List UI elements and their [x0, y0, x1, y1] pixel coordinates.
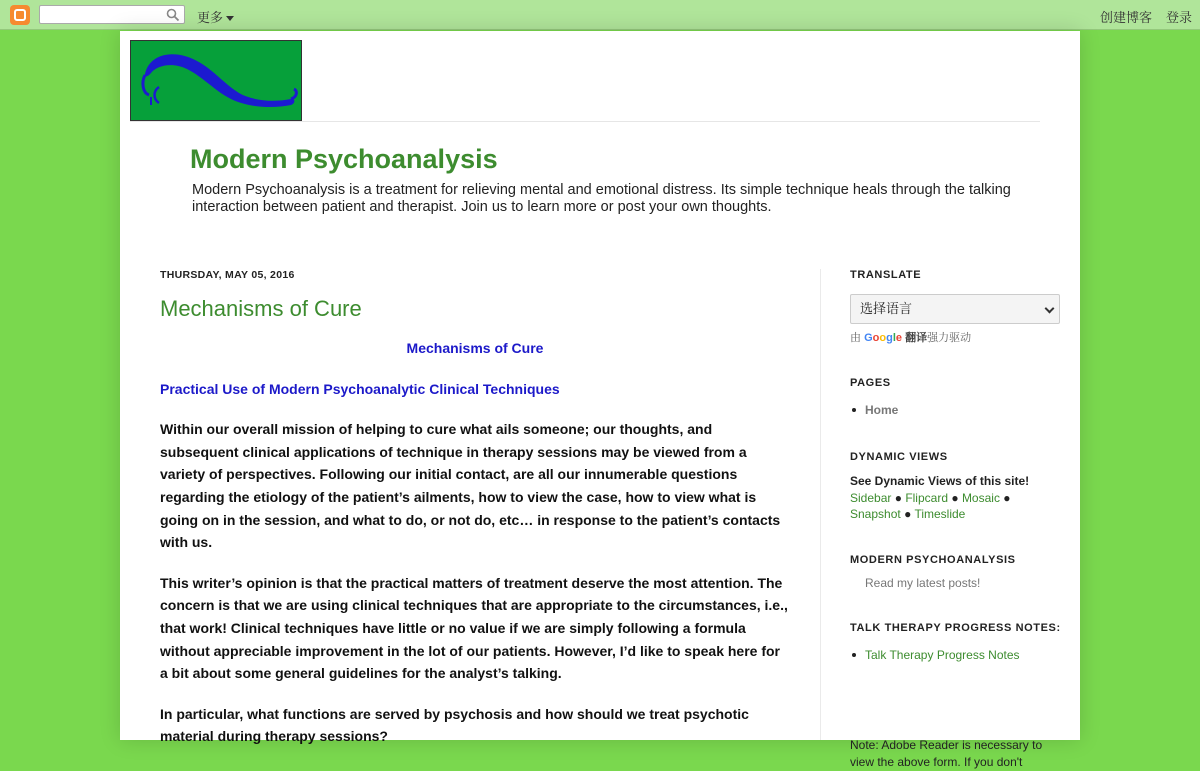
navbar-search-input[interactable]: [39, 5, 185, 24]
google-logo-icon[interactable]: Google: [864, 332, 903, 344]
header-divider: [130, 121, 1040, 122]
talk-therapy-notes-link[interactable]: Talk Therapy Progress Notes: [865, 648, 1020, 662]
dynamic-views-heading: See Dynamic Views of this site!: [850, 474, 1030, 488]
content-panel: [120, 31, 1080, 769]
post-date: THURSDAY, MAY 05, 2016: [160, 269, 295, 281]
post-paragraph: This writer’s opinion is that the practical matters of treatment deserve the most attention. The concern is that we are using clinical techniques that are appropriate to the circumstances, i.e., that work! Clinical techniques have little or no value if we are simply following a formula without appreciable improvement in the lot of our patients. However, I’d like to speak here for a bit about some general guidelines for the analyst’s talking.: [160, 574, 788, 682]
language-select[interactable]: [850, 294, 1060, 324]
translate-title: TRANSLATE: [850, 269, 922, 281]
translate-widget: [850, 269, 1062, 345]
mosaic-view-link[interactable]: Mosaic: [961, 491, 1000, 505]
list-item: [850, 402, 1062, 418]
post-title[interactable]: Mechanisms of Cure: [160, 296, 362, 321]
powered-by-google: 由 Google 翻译强力驱动: [850, 332, 972, 344]
modern-psychoanalysis-title: MODERN PSYCHOANALYSIS: [850, 554, 1016, 566]
login-link[interactable]: 登录: [1166, 10, 1193, 25]
modern-psychoanalysis-widget: [850, 554, 1062, 590]
flipcard-view-link[interactable]: Flipcard: [905, 491, 948, 505]
dynamic-views-widget: [850, 451, 1062, 522]
pages-widget: [850, 377, 1062, 418]
blogger-logo-icon[interactable]: [10, 5, 30, 25]
chevron-down-icon: [1045, 304, 1055, 314]
dynamic-views-links: Sidebar ● Flipcard ● Mosaic ● Snapshot ● Timeslide: [850, 491, 1011, 521]
snapshot-view-link[interactable]: Snapshot: [850, 507, 901, 521]
column-divider: [820, 269, 821, 740]
language-select-value: 选择语言: [860, 301, 913, 316]
post-paragraph: In particular, what functions are served by psychosis and how should we treat psychotic material during therapy sessions?: [160, 705, 749, 745]
create-blog-link[interactable]: 创建博客: [1100, 10, 1153, 25]
sidebar-view-link[interactable]: Sidebar: [850, 491, 892, 505]
adobe-note-widget: [850, 737, 1062, 771]
post-body-title: Mechanisms of Cure: [406, 340, 544, 356]
post-subtitle: Practical Use of Modern Psychoanalytic Clinical Techniques: [160, 380, 560, 397]
header-logo-image[interactable]: [130, 40, 302, 121]
blog-title[interactable]: Modern Psychoanalysis: [190, 144, 498, 174]
wave-logo-icon: [131, 41, 301, 120]
talk-therapy-widget: [850, 622, 1062, 663]
post-body: [160, 337, 790, 766]
list-item: [850, 647, 1062, 663]
talk-therapy-title: TALK THERAPY PROGRESS NOTES:: [850, 622, 1061, 634]
more-menu-button[interactable]: 更多: [197, 7, 234, 26]
chevron-down-icon: [226, 16, 234, 21]
blogger-navbar: [0, 0, 1200, 30]
search-icon[interactable]: [166, 8, 180, 22]
blog-description: Modern Psychoanalysis is a treatment for relieving mental and emotional distress. Its simple technique heals through the talking interaction between patient and therapist. Join us to learn more or post your own thoughts.: [192, 182, 1011, 215]
dynamic-views-title: DYNAMIC VIEWS: [850, 451, 948, 463]
adobe-reader-note: Note: Adobe Reader is necessary to view the above form. If you don't: [850, 738, 1043, 769]
latest-posts-text: Read my latest posts!: [865, 576, 981, 590]
home-page-link[interactable]: Home: [865, 403, 899, 417]
timeslide-view-link[interactable]: Timeslide: [914, 507, 966, 521]
pages-title: PAGES: [850, 377, 891, 389]
post-paragraph: Within our overall mission of helping to cure what ails someone; our thoughts, and subsequent clinical applications of technique in therapy sessions may be viewed from a variety of perspectives. Following our initial contact, are all our innumerable questions regarding the etiology of the patient’s ailments, how to view the case, how to view what is going on in the session, and what to do, or not do, etc… in response to the patient’s contacts with us.: [160, 421, 781, 551]
translate-link[interactable]: 翻译: [905, 332, 928, 344]
